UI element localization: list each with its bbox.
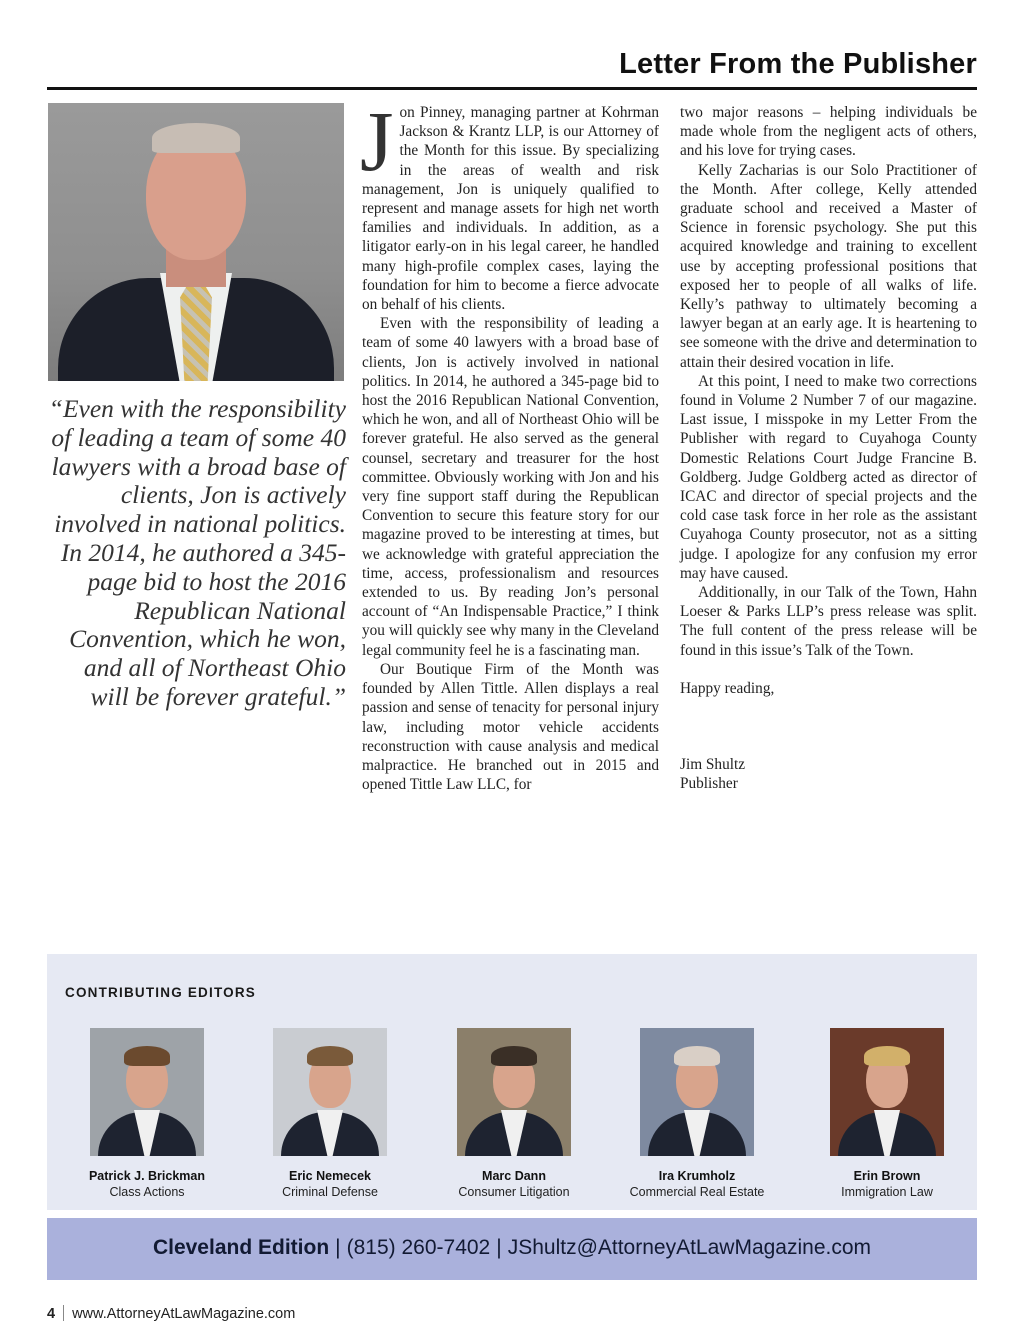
letter-paragraph: Kelly Zacharias is our Solo Practitioner of the Month. After college, Kelly attended graduate school and received a Master of Science in forensic psychology. She put this acquired knowledge and training to excellent use by accepting professional positions that exposed her to people of all walks of life. Kelly’s pathway to ultimately becoming a lawyer began at an early age. It is heartening to see someone with the drive and determination to attain their desired vocation in life.: [680, 161, 977, 371]
edition-name: Cleveland Edition: [152, 1236, 330, 1259]
page-footer: [47, 1305, 295, 1322]
letter-column-1: [360, 93, 659, 794]
contributing-editors-panel: [47, 954, 977, 1210]
editor-name: Erin Brown: [853, 1169, 921, 1183]
editor-practice-area: Commercial Real Estate: [629, 1185, 765, 1199]
edition-email-link[interactable]: JShultz@AttorneyAtLawMagazine.com: [507, 1236, 872, 1259]
editor-photo: [640, 1028, 754, 1156]
letter-paragraph: two major reasons – helping individuals be made whole from the negligent acts of others, and his love for trying cases.: [680, 104, 977, 160]
editor-name: Eric Nemecek: [288, 1169, 371, 1183]
edition-contact-bar: [47, 1218, 977, 1280]
page-number: 4: [47, 1306, 56, 1322]
editor-photo: [90, 1028, 204, 1156]
editor-practice-area: Criminal Defense: [282, 1185, 378, 1199]
pull-quote: “Even with the responsibility of leading a team of some 40 lawyers with a broad base of clients, Jon is actively involved in national politics. In 2014, he authored a 345-page bid to host the 2016 Republican National Convention, which he won, and all of Northeast Ohio will be forever grateful.”: [48, 394, 346, 711]
signature-title: Publisher: [680, 775, 738, 793]
editor-photo: [273, 1028, 387, 1156]
page-title: Letter From the Publisher: [619, 48, 977, 80]
footer-divider: [63, 1305, 64, 1321]
website-link[interactable]: www.AttorneyAtLawMagazine.com: [72, 1306, 296, 1322]
editor-practice-area: Class Actions: [109, 1185, 185, 1199]
editor-card: [797, 1028, 977, 1199]
editor-practice-area: Immigration Law: [841, 1185, 933, 1199]
editor-practice-area: Consumer Litigation: [458, 1185, 570, 1199]
edition-phone-link[interactable]: (815) 260-7402: [346, 1236, 491, 1259]
editor-card: [607, 1028, 787, 1199]
editor-card: [240, 1028, 420, 1199]
signature-name: Jim Shultz: [680, 756, 746, 774]
publisher-portrait-photo: [48, 103, 344, 381]
edition-contact-line: Cleveland Edition | (815) 260-7402 | JShultz@AttorneyAtLawMagazine.com: [152, 1236, 872, 1259]
editor-photo: [830, 1028, 944, 1156]
editor-card: [57, 1028, 237, 1199]
editor-photo: [457, 1028, 571, 1156]
closing-line: Happy reading,: [680, 680, 775, 698]
letter-paragraph: Even with the responsibility of leading a team of some 40 lawyers with a broad base of clients, Jon is actively involved in national politics. In 2014, he authored a 345-page bid to host the 2016 Republican National Convention, which he won, and all of Northeast Ohio will be forever grateful. He also served as the general counsel, secretary and treasurer for the host committee. Obviously working with Jon and his very fine support staff during the Republican Convention to secure this feature story for our magazine proved to be interesting at times, but we acknowledge with grateful appreciation the time, access, professionalism and resources extended to us. By reading Jon’s personal account of “An Indispensable Practice,” I think you will quickly see why many in the Cleveland legal community feel he is a fascinating man.: [362, 315, 659, 659]
letter-paragraph: Our Boutique Firm of the Month was founded by Allen Tittle. Allen displays a real passion and sense of tenacity for personal injury law, including motor vehicle accidents reconstruction with cause analysis and medical malpractice. He branched out in 2015 and opened Tittle Law LLC, for: [362, 660, 659, 794]
letter-column-2: [680, 103, 977, 794]
editor-name: Ira Krumholz: [658, 1169, 736, 1183]
contributing-editors-heading: CONTRIBUTING EDITORS: [65, 985, 257, 1000]
letter-paragraph: At this point, I need to make two corrections found in Volume 2 Number 7 of our magazine. Last issue, I misspoke in my Letter From the Publisher with regard to Cuyahoga County Domestic Relations Court Judge Francine B. Goldberg. Judge Goldberg acted as director of ICAC and director of special projects and the cold case task force in her role as the assistant Cuyahoga County prosecutor, not as a sitting judge. I apologize for any confusion my error may have caused.: [680, 372, 977, 582]
editor-name: Marc Dann: [482, 1169, 546, 1183]
editor-card: [424, 1028, 604, 1199]
letter-paragraph: Jon Pinney, managing partner at Kohrman Jackson & Krantz LLP, is our Attorney of the Month for this issue. By specializing in the areas of wealth and risk management, Jon is uniquely qualified to represent and manage assets for high net worth families and individuals. In addition, as a litigator early-on in his legal career, he handled many high-profile complex cases, laying the foundation for him to become a fierce advocate on behalf of his clients.: [360, 93, 659, 314]
editor-name: Patrick J. Brickman: [88, 1169, 206, 1183]
header-rule: [47, 87, 977, 90]
drop-cap: J: [360, 93, 394, 189]
letter-paragraph: Additionally, in our Talk of the Town, Hahn Loeser & Parks LLP’s press release was split. The full content of the press release will be found in this issue’s Talk of the Town.: [680, 584, 977, 659]
